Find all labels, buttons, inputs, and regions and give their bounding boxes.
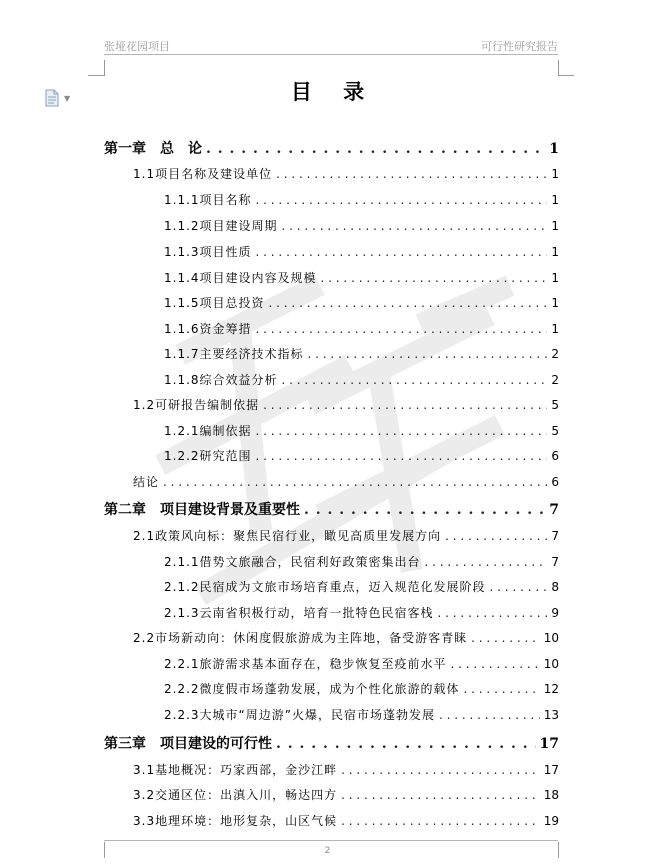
header-report-type: 可行性研究报告 xyxy=(481,40,558,53)
toc-entry-level-1[interactable] xyxy=(104,138,559,158)
toc-entry-page-number: 2 xyxy=(551,347,559,361)
toc-leader-dots xyxy=(471,631,540,645)
toc-leader-dots xyxy=(445,529,547,543)
toc-entry-level-2[interactable] xyxy=(133,812,559,829)
toc-leader-dots xyxy=(439,708,540,722)
toc-entry-label: 2.2.1旅游需求基本面存在，稳步恢复至疫前水平 xyxy=(164,657,447,671)
toc-leader-dots xyxy=(490,580,548,594)
toc-entry-level-3[interactable] xyxy=(164,655,559,672)
toc-entry-level-2[interactable] xyxy=(133,396,559,413)
page-title: 目 录 xyxy=(290,79,377,104)
toc-leader-dots xyxy=(282,219,548,233)
toc-entry-page-number: 7 xyxy=(549,502,559,518)
toc-entry-label: 第二章 项目建设背景及重要性 xyxy=(104,502,300,518)
toc-entry-page-number: 17 xyxy=(539,736,559,752)
toc-entry-label: 1.1.4项目建设内容及规模 xyxy=(164,271,317,285)
toc-leader-dots xyxy=(341,763,540,777)
toc-entry-label: 1.1.8综合效益分析 xyxy=(164,373,278,387)
toc-entry-page-number: 2 xyxy=(551,373,559,387)
toc-leader-dots xyxy=(438,606,548,620)
toc-entry-level-2[interactable] xyxy=(133,761,559,778)
toc-leader-dots xyxy=(451,657,540,671)
toc-entry-level-3[interactable] xyxy=(164,243,559,260)
toc-entry-label: 第三章 项目建设的可行性 xyxy=(104,736,272,752)
toc-entry-label: 1.1项目名称及建设单位 xyxy=(133,167,273,181)
toc-entry-page-number: 8 xyxy=(551,580,559,594)
toc-entry-label: 1.2.1编制依据 xyxy=(164,424,252,438)
toc-leader-dots xyxy=(256,449,548,463)
toc-entry-page-number: 10 xyxy=(543,631,559,645)
toc-entry-level-3[interactable] xyxy=(164,578,559,595)
toc-entry-level-3[interactable] xyxy=(164,447,559,464)
toc-entry-level-2[interactable] xyxy=(133,165,559,182)
toc-entry-page-number: 5 xyxy=(551,398,559,412)
toc-entry-level-2[interactable] xyxy=(133,786,559,803)
toc-entry-level-3[interactable] xyxy=(164,553,559,570)
toc-leader-dots xyxy=(341,814,540,828)
toc-entry-level-3[interactable] xyxy=(164,345,559,362)
page-number: 2 xyxy=(324,846,331,856)
toc-entry-label: 3.1基地概况：巧家西部，金沙江畔 xyxy=(133,763,338,777)
toc-leader-dots xyxy=(304,502,545,518)
toc-entry-label: 2.2.2微度假市场蓬勃发展，成为个性化旅游的载体 xyxy=(164,682,460,696)
toc-entry-level-3[interactable] xyxy=(164,191,559,208)
toc-entry-level-3[interactable] xyxy=(164,320,559,337)
crop-mark-top-right xyxy=(558,60,559,76)
toc-leader-dots xyxy=(163,475,547,489)
toc-entry-page-number: 1 xyxy=(551,322,559,336)
toc-entry-label: 结论 xyxy=(133,475,160,489)
header-divider xyxy=(104,54,558,55)
toc-entry-label: 1.1.2项目建设周期 xyxy=(164,219,278,233)
toc-entry-page-number: 10 xyxy=(543,657,559,671)
toc-entry-label: 1.2可研报告编制依据 xyxy=(133,398,260,412)
toc-entry-page-number: 5 xyxy=(551,424,559,438)
toc-entry-label: 3.2交通区位：出滇入川，畅达四方 xyxy=(133,788,338,802)
toc-leader-dots xyxy=(263,398,547,412)
toc-entry-label: 2.2市场新动向：休闲度假旅游成为主阵地，备受游客青睐 xyxy=(133,631,468,645)
toc-leader-dots xyxy=(256,193,548,207)
toc-entry-page-number: 13 xyxy=(543,708,559,722)
toc-entry-label: 1.1.5项目总投资 xyxy=(164,296,265,310)
toc-leader-dots xyxy=(269,296,548,310)
toc-entry-label: 2.1.1借势文旅融合，民宿利好政策密集出台 xyxy=(164,555,421,569)
toc-entry-page-number: 19 xyxy=(543,814,559,828)
toc-entry-label: 1.2.2研究范围 xyxy=(164,449,252,463)
chevron-down-icon: ▼ xyxy=(64,93,71,103)
toc-leader-dots xyxy=(206,141,545,157)
toc-entry-level-3[interactable] xyxy=(164,680,559,697)
toc-entry-label: 2.2.3大城市“周边游”火爆，民宿市场蓬勃发展 xyxy=(164,708,435,722)
toc-entry-level-3[interactable] xyxy=(164,604,559,621)
toc-entry-label: 2.1.3云南省积极行动，培育一批特色民宿客栈 xyxy=(164,606,434,620)
toc-entry-level-1[interactable] xyxy=(104,733,559,753)
toc-entry-label: 2.1.2民宿成为文旅市场培育重点，迈入规范化发展阶段 xyxy=(164,580,486,594)
toc-entry-level-3[interactable] xyxy=(164,422,559,439)
toc-entry-page-number: 6 xyxy=(551,449,559,463)
toc-leader-dots xyxy=(276,167,547,181)
toc-leader-dots xyxy=(276,736,536,752)
toc-leader-dots xyxy=(425,555,548,569)
toc-entry-level-2[interactable] xyxy=(133,527,559,544)
toc-entry-page-number: 7 xyxy=(551,529,559,543)
toc-entry-level-3[interactable] xyxy=(164,371,559,388)
toc-entry-level-1[interactable] xyxy=(104,499,559,519)
toc-leader-dots xyxy=(256,424,548,438)
toc-entry-page-number: 1 xyxy=(549,141,559,157)
header-project-name: 张垭花园项目 xyxy=(104,40,170,53)
toc-entry-page-number: 1 xyxy=(551,296,559,310)
toc-entry-label: 第一章 总 论 xyxy=(104,141,202,157)
toc-entry-level-3[interactable] xyxy=(164,217,559,234)
crop-mark-top-left xyxy=(104,60,105,76)
toc-entry-page-number: 12 xyxy=(543,682,559,696)
toc-entry-label: 3.3地理环境：地形复杂，山区气候 xyxy=(133,814,338,828)
toc-entry-page-number: 1 xyxy=(551,245,559,259)
toc-entry-label: 1.1.1项目名称 xyxy=(164,193,252,207)
toc-entry-page-number: 6 xyxy=(551,475,559,489)
toc-entry-page-number: 1 xyxy=(551,167,559,181)
toc-entry-page-number: 7 xyxy=(551,555,559,569)
toc-entry-page-number: 1 xyxy=(551,271,559,285)
toc-leader-dots xyxy=(341,788,540,802)
toc-entry-page-number: 18 xyxy=(543,788,559,802)
toc-entry-page-number: 1 xyxy=(551,193,559,207)
toc-entry-label: 2.1政策风向标：聚焦民宿行业，瞰见高质里发展方向 xyxy=(133,529,442,543)
toc-entry-level-3[interactable] xyxy=(164,706,559,723)
toc-entry-level-3[interactable] xyxy=(164,269,559,286)
toc-entry-page-number: 1 xyxy=(551,219,559,233)
toc-leader-dots xyxy=(256,322,548,336)
toc-leader-dots xyxy=(321,271,548,285)
footer-divider xyxy=(104,840,558,841)
toc-leader-dots xyxy=(282,373,548,387)
toc-leader-dots xyxy=(256,245,548,259)
toc-entry-label: 1.1.3项目性质 xyxy=(164,245,252,259)
toc-entry-page-number: 17 xyxy=(543,763,559,777)
toc-entry-level-2[interactable] xyxy=(133,473,559,490)
toc-entry-label: 1.1.7主要经济技术指标 xyxy=(164,347,304,361)
toc-entry-label: 1.1.6资金筹措 xyxy=(164,322,252,336)
toc-leader-dots xyxy=(308,347,548,361)
toc-entry-level-2[interactable] xyxy=(133,629,559,646)
toc-entry-level-3[interactable] xyxy=(164,294,559,311)
toc-entry-page-number: 9 xyxy=(551,606,559,620)
toc-leader-dots xyxy=(464,682,540,696)
